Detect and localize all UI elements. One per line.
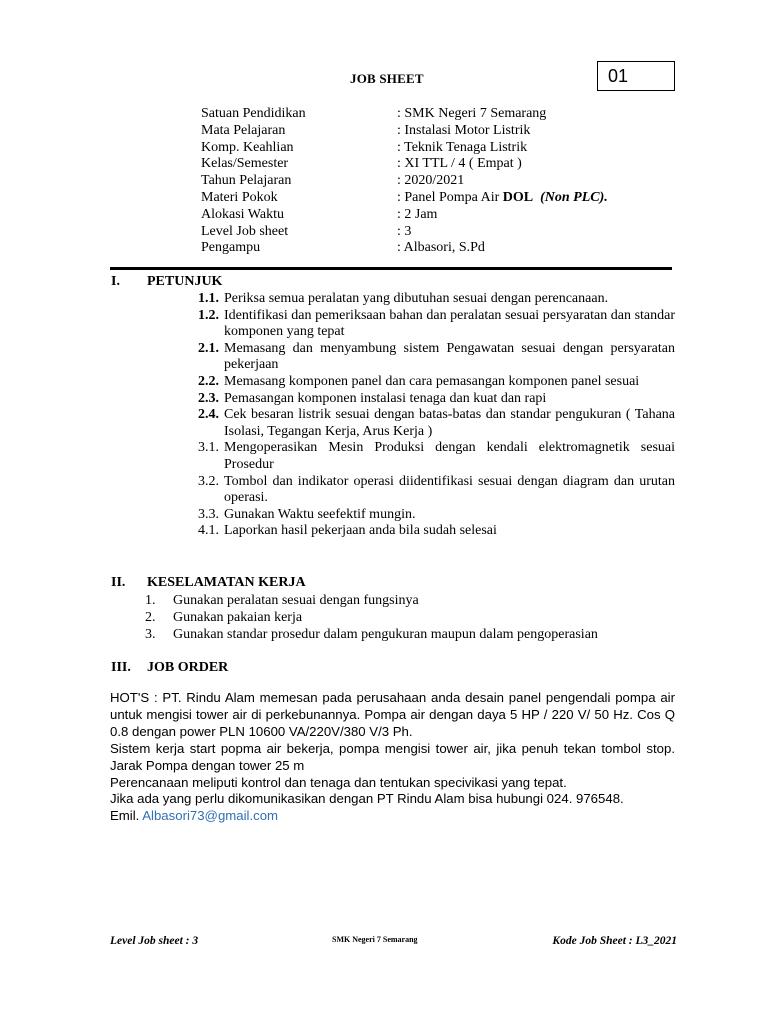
section-heading-petunjuk [111, 274, 222, 290]
list-item-text: Gunakan Waktu seefektif mungin. [224, 506, 416, 522]
list-item [145, 593, 685, 610]
info-value-bold-italic: (Non PLC). [540, 189, 608, 205]
email-link[interactable]: Albasori73@gmail.com [142, 808, 279, 824]
section-number: II. [111, 575, 126, 590]
list-item-number: 3.1. [198, 440, 219, 456]
page-footer [110, 935, 675, 953]
info-label: Alokasi Waktu [201, 206, 284, 222]
divider-line [110, 267, 672, 270]
list-item [145, 627, 685, 644]
keselamatan-list [145, 593, 685, 643]
footer-school: SMK Negeri 7 Semarang [332, 935, 418, 944]
info-value: : Instalasi Motor Listrik [397, 122, 531, 138]
section-heading-job-order [111, 660, 228, 676]
list-item-text: Cek besaran listrik sesuai dengan batas-batas dan standar pengukuran ( Tahana Isolasi, Tegangan Kerja, Arus Kerja ) [224, 407, 675, 439]
info-row [201, 240, 608, 257]
list-item-number: 2.4. [198, 407, 219, 423]
list-item-number: 1.2. [198, 307, 219, 323]
info-value-bold: DOL [502, 189, 534, 205]
info-label: Pengampu [201, 240, 261, 256]
list-item-number: 4.1. [198, 523, 219, 539]
info-label: Satuan Pendidikan [201, 106, 306, 121]
job-order-paragraph: Sistem kerja start popma air bekerja, pompa mengisi tower air, jika penuh tekan tombol stop. Jarak Pompa dengan tower 25 m [110, 740, 675, 773]
job-order-paragraph: Jika ada yang perlu dikomunikasikan dengan PT Rindu Alam bisa hubungi 024. 976548. [110, 791, 624, 807]
footer-code: Kode Job Sheet : L3_2021 [552, 935, 677, 947]
section-title: PETUNJUK [147, 274, 223, 289]
info-value: : SMK Negeri 7 Semarang [397, 106, 547, 121]
list-item [185, 474, 675, 507]
document-title: JOB SHEET [350, 71, 424, 86]
list-item-text: Memasang dan menyambung sistem Pengawatan sesuai dengan persyaratan pekerjaan [224, 340, 675, 373]
info-value: : XI TTL / 4 ( Empat ) [397, 156, 522, 172]
list-item-number: 3. [145, 626, 156, 642]
section-title: JOB ORDER [147, 660, 229, 675]
sheet-number-box: 01 [597, 61, 675, 91]
info-value-text: : Panel Pompa Air [397, 189, 503, 205]
list-item-text: Tombol dan indikator operasi diidentifikasi sesuai dengan diagram dan urutan operasi. [224, 473, 675, 506]
list-item [185, 507, 675, 524]
job-order-body [110, 690, 675, 825]
list-item [185, 407, 675, 440]
info-row [201, 106, 608, 123]
list-item-number: 3.3. [198, 506, 219, 522]
info-label: Komp. Keahlian [201, 139, 294, 155]
list-item [185, 308, 675, 341]
footer-level: Level Job sheet : 3 [110, 935, 199, 947]
list-item [185, 391, 675, 408]
list-item-text: Laporkan hasil pekerjaan anda bila sudah selesai [224, 523, 497, 539]
info-label: Kelas/Semester [201, 156, 289, 172]
list-item [185, 374, 675, 391]
list-item-text: Identifikasi dan pemeriksaan bahan dan peralatan sesuai persyaratan dan standar komponen yang tepat [224, 307, 675, 340]
info-row [201, 123, 608, 140]
list-item-number: 2. [145, 609, 156, 625]
info-row [201, 190, 608, 207]
list-item-text: Gunakan peralatan sesuai dengan fungsinya [173, 593, 419, 608]
list-item [185, 291, 675, 308]
info-row [201, 173, 608, 190]
list-item [185, 440, 675, 473]
info-value: : Teknik Tenaga Listrik [397, 139, 528, 155]
info-value: : 2 Jam [397, 206, 438, 222]
section-number: III. [111, 660, 131, 675]
list-item-text: Gunakan standar prosedur dalam pengukuran maupun dalam pengoperasian [173, 626, 598, 642]
list-item-number: 3.2. [198, 473, 219, 489]
info-row [201, 207, 608, 224]
list-item-number: 1.1. [198, 291, 219, 306]
info-label: Level Job sheet [201, 223, 289, 239]
email-line [110, 808, 675, 825]
list-item-text: Pemasangan komponen instalasi tenaga dan kuat dan rapi [224, 390, 547, 406]
info-row [201, 140, 608, 157]
info-row [201, 156, 608, 173]
list-item-text: Periksa semua peralatan yang dibutuhan sesuai dengan perencanaan. [224, 291, 609, 306]
section-title: KESELAMATAN KERJA [147, 575, 306, 590]
email-label: Emil. [110, 808, 140, 824]
list-item-number: 2.2. [198, 373, 219, 389]
info-label: Tahun Pelajaran [201, 173, 292, 189]
list-item-text: Memasang komponen panel dan cara pemasangan komponen panel sesuai [224, 373, 640, 389]
job-order-paragraph: Perencanaan meliputi kontrol dan tenaga dan tentukan specivikasi yang tepat. [110, 774, 567, 790]
petunjuk-list [185, 291, 675, 540]
info-value: : 2020/2021 [397, 173, 465, 189]
list-item [185, 341, 675, 374]
info-label: Mata Pelajaran [201, 122, 286, 138]
info-value: : Albasori, S.Pd [397, 240, 485, 256]
info-label: Materi Pokok [201, 189, 278, 205]
list-item [185, 523, 675, 540]
job-order-paragraph: HOT'S : PT. Rindu Alam memesan pada perusahaan anda desain panel pengendali pompa air untuk mengisi tower air di perkebunannya. Pompa air dengan daya 5 HP / 220 V/ 50 Hz. Cos Q 0.8 dengan power PLN 10600 VA/220V/380 V/3 Ph. [110, 690, 675, 739]
list-item [145, 610, 685, 627]
info-row [201, 224, 608, 241]
section-heading-keselamatan [111, 575, 306, 591]
info-value: : 3 [397, 223, 412, 239]
info-table [201, 106, 608, 257]
list-item-text: Gunakan pakaian kerja [173, 609, 303, 625]
list-item-text: Mengoperasikan Mesin Produksi dengan kendali elektromagnetik sesuai Prosedur [224, 440, 675, 472]
list-item-number: 1. [145, 593, 156, 608]
list-item-number: 2.3. [198, 390, 219, 406]
info-value-materi [397, 190, 608, 207]
section-number: I. [111, 274, 120, 289]
list-item-number: 2.1. [198, 340, 219, 356]
